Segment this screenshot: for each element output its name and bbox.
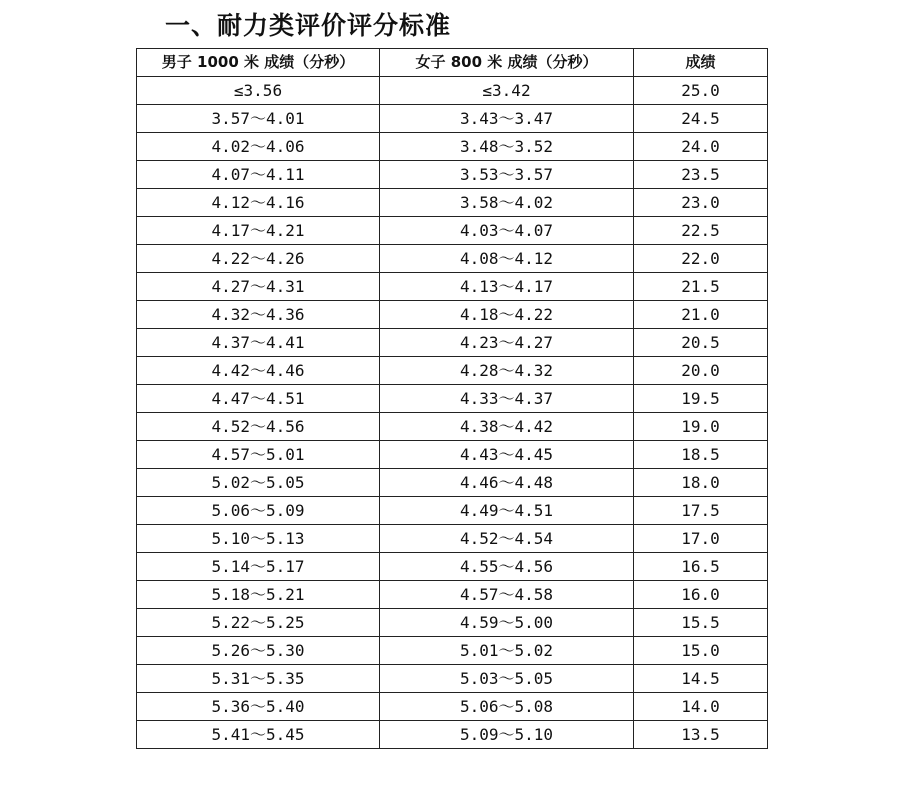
table-row [137,273,768,301]
table-row [137,525,768,553]
female-time-cell: 5.03～5.05 [380,665,634,693]
table-row [137,441,768,469]
score-cell: 23.0 [634,189,768,217]
table-row [137,77,768,105]
table-row [137,721,768,749]
score-cell: 18.5 [634,441,768,469]
male-time-cell: 5.06～5.09 [137,497,380,525]
score-cell: 15.5 [634,609,768,637]
table-row [137,245,768,273]
female-time-cell: 4.23～4.27 [380,329,634,357]
female-time-cell: 4.52～4.54 [380,525,634,553]
male-time-cell: 3.57～4.01 [137,105,380,133]
table-row [137,301,768,329]
table-row [137,413,768,441]
male-time-cell: 4.17～4.21 [137,217,380,245]
table-header [137,49,768,77]
male-time-cell: 5.36～5.40 [137,693,380,721]
header-male-1000m: 男子 1000 米 成绩（分秒） [137,49,380,77]
score-cell: 24.5 [634,105,768,133]
score-cell: 20.5 [634,329,768,357]
male-time-cell: 5.02～5.05 [137,469,380,497]
male-time-cell: 5.31～5.35 [137,665,380,693]
female-time-cell: 3.53～3.57 [380,161,634,189]
male-time-cell: 5.10～5.13 [137,525,380,553]
male-time-cell: 4.27～4.31 [137,273,380,301]
score-cell: 21.5 [634,273,768,301]
female-time-cell: 4.28～4.32 [380,357,634,385]
male-time-cell: 5.22～5.25 [137,609,380,637]
score-cell: 14.5 [634,665,768,693]
female-time-cell: 5.01～5.02 [380,637,634,665]
table-row [137,581,768,609]
table-row [137,133,768,161]
female-time-cell: 4.13～4.17 [380,273,634,301]
female-time-cell: 4.03～4.07 [380,217,634,245]
table-row [137,497,768,525]
table-row [137,553,768,581]
score-cell: 22.0 [634,245,768,273]
score-cell: 23.5 [634,161,768,189]
score-cell: 16.5 [634,553,768,581]
score-cell: 15.0 [634,637,768,665]
male-time-cell: 4.02～4.06 [137,133,380,161]
female-time-cell: 3.58～4.02 [380,189,634,217]
table-row [137,329,768,357]
female-time-cell: 5.06～5.08 [380,693,634,721]
table-row [137,693,768,721]
male-time-cell: 4.47～4.51 [137,385,380,413]
male-time-cell: ≤3.56 [137,77,380,105]
table-row [137,469,768,497]
male-time-cell: 4.22～4.26 [137,245,380,273]
male-time-cell: 4.37～4.41 [137,329,380,357]
female-time-cell: 4.57～4.58 [380,581,634,609]
table-row [137,105,768,133]
score-cell: 17.5 [634,497,768,525]
score-cell: 13.5 [634,721,768,749]
score-cell: 16.0 [634,581,768,609]
male-time-cell: 4.07～4.11 [137,161,380,189]
male-time-cell: 4.57～5.01 [137,441,380,469]
female-time-cell: 4.38～4.42 [380,413,634,441]
female-time-cell: 3.48～3.52 [380,133,634,161]
male-time-cell: 5.14～5.17 [137,553,380,581]
female-time-cell: 4.49～4.51 [380,497,634,525]
score-cell: 14.0 [634,693,768,721]
table-row [137,189,768,217]
score-cell: 17.0 [634,525,768,553]
table-row [137,217,768,245]
table-row [137,637,768,665]
score-cell: 24.0 [634,133,768,161]
header-score: 成绩 [634,49,768,77]
male-time-cell: 4.52～4.56 [137,413,380,441]
endurance-score-table [136,48,768,749]
score-cell: 20.0 [634,357,768,385]
male-time-cell: 4.32～4.36 [137,301,380,329]
score-cell: 22.5 [634,217,768,245]
table-row [137,357,768,385]
male-time-cell: 4.12～4.16 [137,189,380,217]
male-time-cell: 5.41～5.45 [137,721,380,749]
female-time-cell: 4.43～4.45 [380,441,634,469]
table-header-row [137,49,768,77]
female-time-cell: 3.43～3.47 [380,105,634,133]
male-time-cell: 4.42～4.46 [137,357,380,385]
female-time-cell: 4.08～4.12 [380,245,634,273]
table-body [137,77,768,749]
score-cell: 21.0 [634,301,768,329]
table-row [137,665,768,693]
score-cell: 19.5 [634,385,768,413]
female-time-cell: 4.55～4.56 [380,553,634,581]
table-row [137,161,768,189]
score-cell: 25.0 [634,77,768,105]
score-cell: 19.0 [634,413,768,441]
table-row [137,609,768,637]
female-time-cell: 5.09～5.10 [380,721,634,749]
page-title: 一、耐力类评价评分标准 [165,11,452,40]
female-time-cell: 4.59～5.00 [380,609,634,637]
male-time-cell: 5.18～5.21 [137,581,380,609]
header-female-800m: 女子 800 米 成绩（分秒） [380,49,634,77]
table-row [137,385,768,413]
male-time-cell: 5.26～5.30 [137,637,380,665]
female-time-cell: 4.33～4.37 [380,385,634,413]
female-time-cell: 4.18～4.22 [380,301,634,329]
score-cell: 18.0 [634,469,768,497]
female-time-cell: 4.46～4.48 [380,469,634,497]
female-time-cell: ≤3.42 [380,77,634,105]
